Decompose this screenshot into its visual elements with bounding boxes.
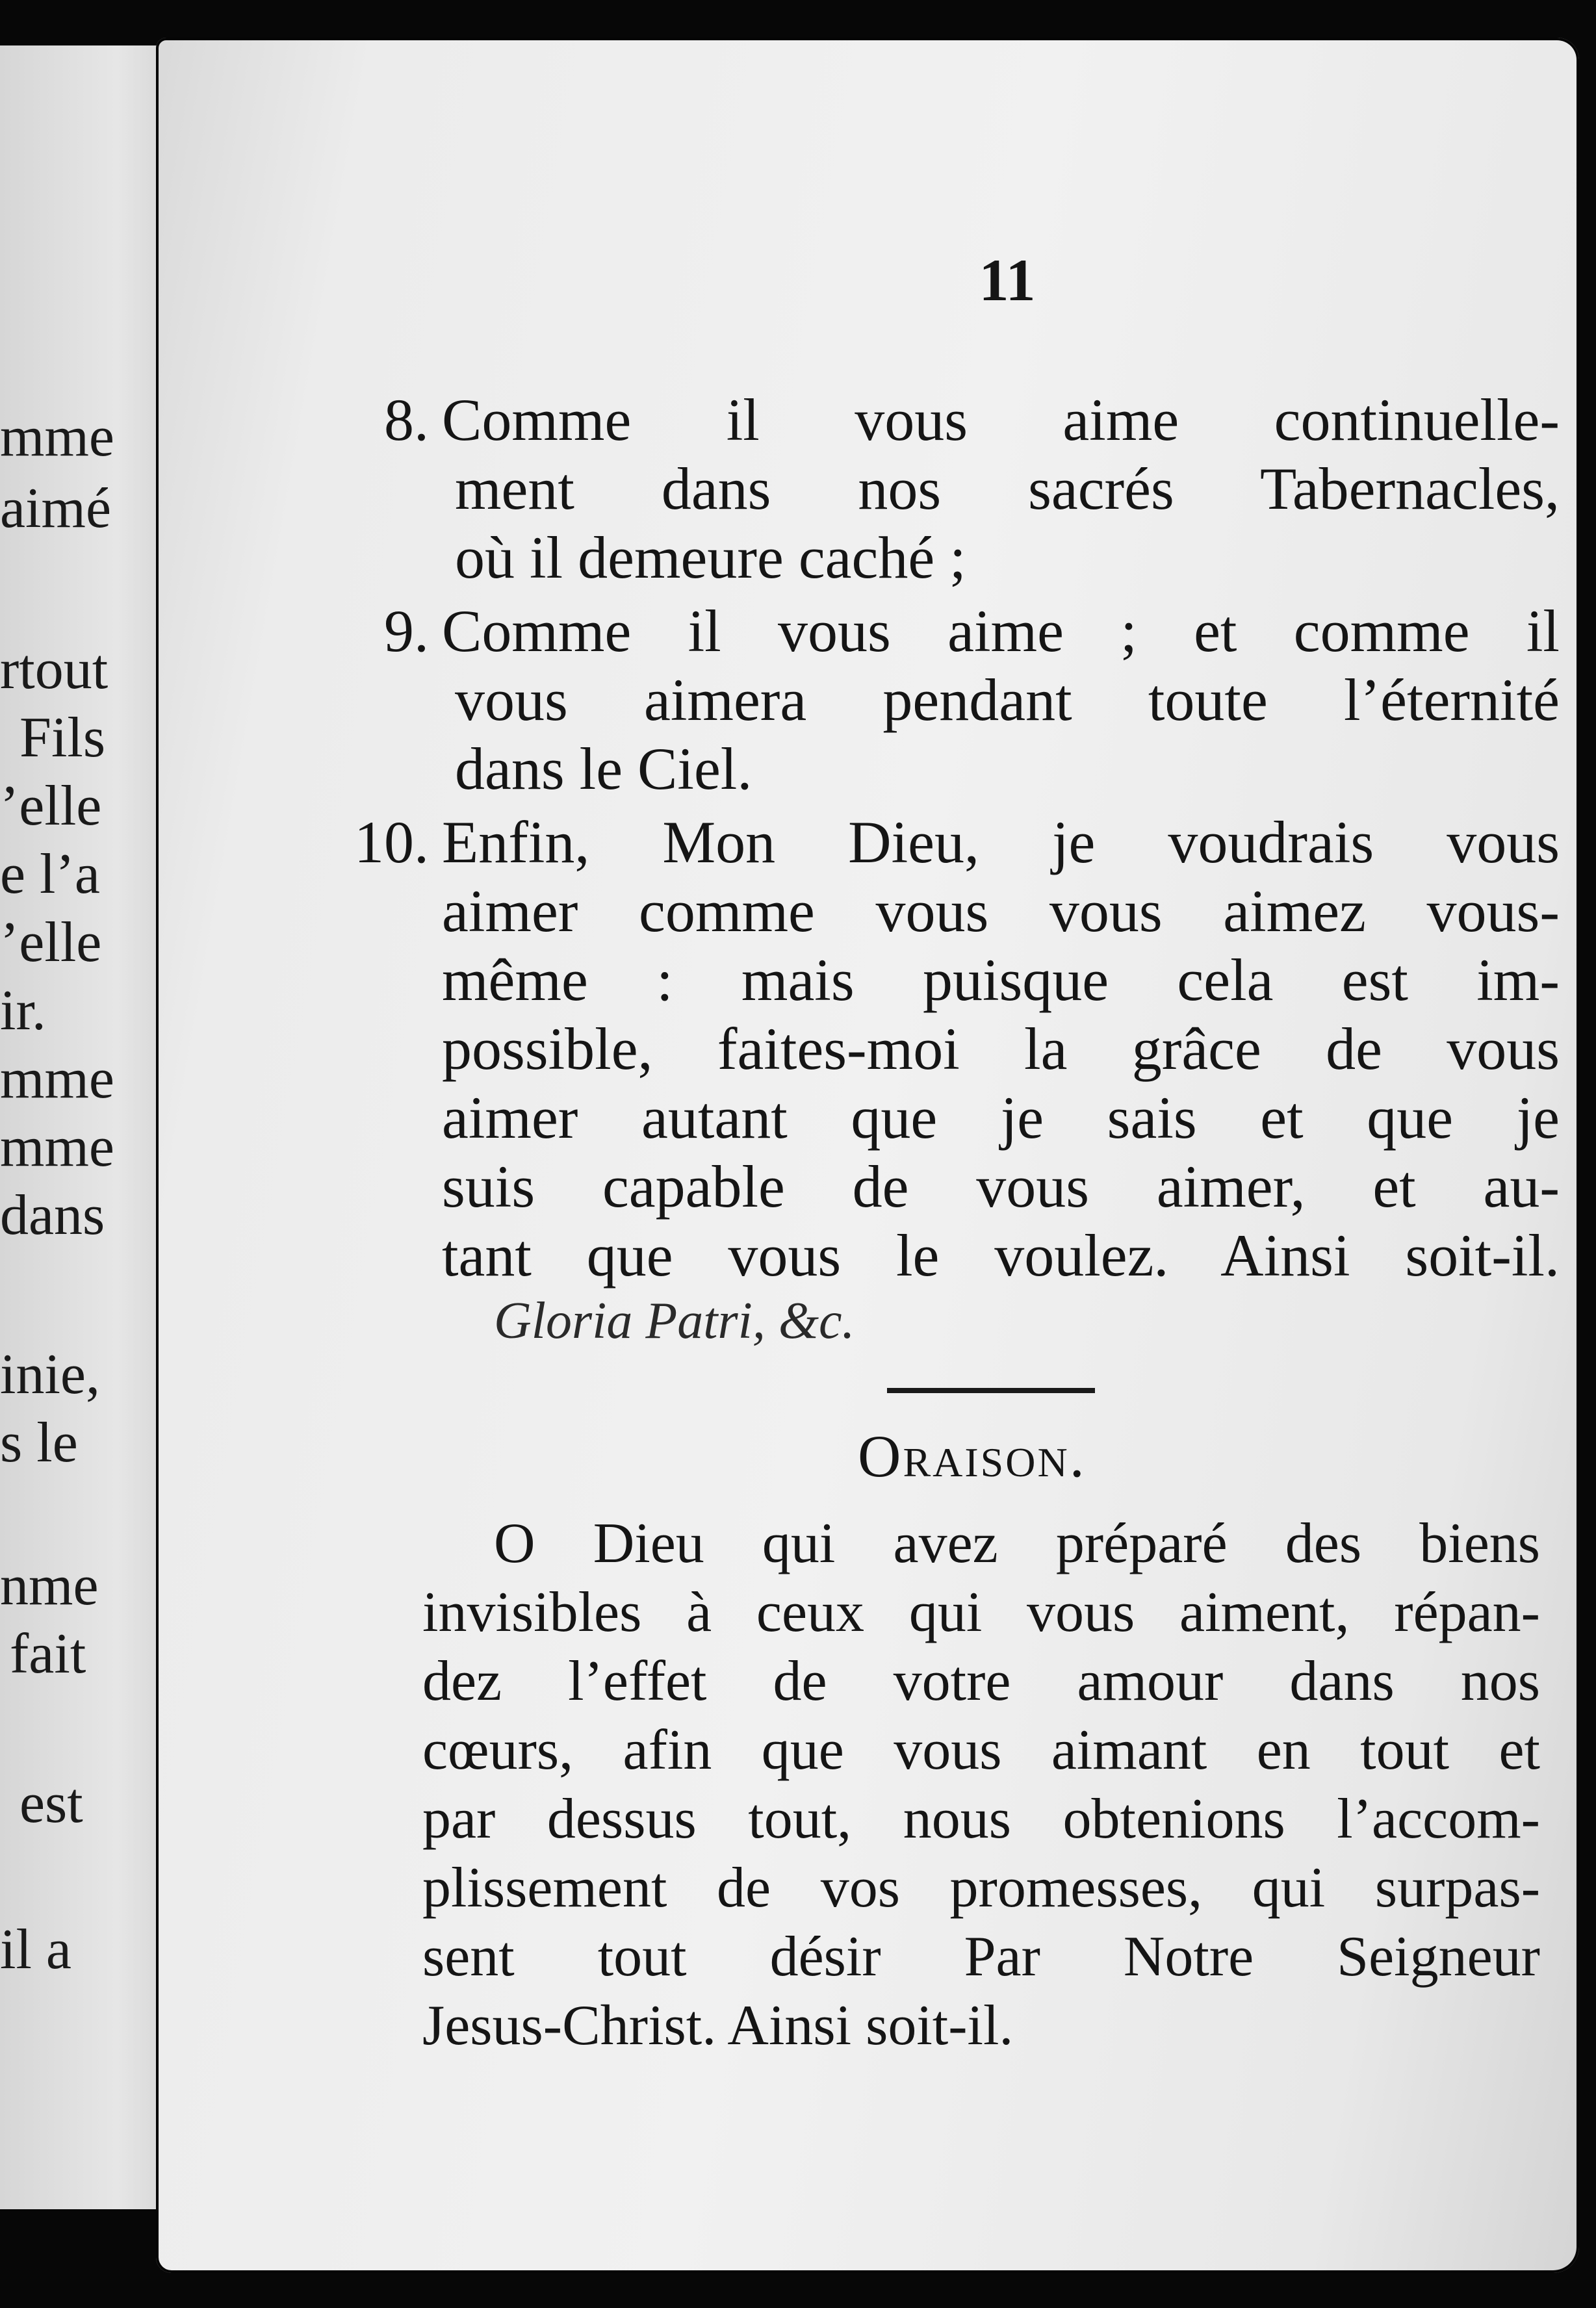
page-number: 11 (979, 247, 1036, 313)
text-line: possible, faites-moi la grâce de vous (442, 1016, 1560, 1082)
oraison-paragraph (422, 1509, 1540, 2060)
text-line: suis capable de vous aimer, et au- (442, 1153, 1560, 1220)
text-line: aimer autant que je sais et que je (442, 1084, 1560, 1151)
left-line: mme (0, 1047, 114, 1110)
text-line: Enfin, Mon Dieu, je voudrais vous (442, 809, 1560, 875)
left-line: inie, (0, 1343, 100, 1406)
section-rule (887, 1388, 1095, 1393)
left-line: mme (0, 1116, 114, 1179)
left-line: est (19, 1772, 83, 1835)
left-line: ’elle (0, 911, 102, 974)
text-line: par dessus tout, nous obtenions l’accom- (422, 1788, 1540, 1851)
text-line: Comme il vous aime ; et comme il (442, 598, 1560, 664)
text-line: vous aimera pendant toute l’éternité (455, 667, 1560, 733)
text-line: tant que vous le voulez. Ainsi soit-il. (442, 1222, 1560, 1289)
text-line: dans le Ciel. (455, 736, 753, 802)
text-line: où il demeure caché ; (455, 524, 966, 591)
text-line: cœurs, afin que vous aimant en tout et (422, 1719, 1540, 1782)
section-heading: Oraison. (858, 1423, 1087, 1489)
text-line: dez l’effet de votre amour dans nos (422, 1650, 1540, 1713)
left-line: ir. (0, 979, 46, 1042)
left-line: il a (0, 1918, 71, 1981)
text-line: Jesus-Christ. Ainsi soit-il. (422, 1994, 1014, 2057)
entry-number: 10. (354, 809, 429, 875)
left-line: nme (0, 1554, 99, 1617)
entry-number: 9. (384, 598, 429, 664)
left-line: rtout (0, 638, 109, 701)
left-line: aimé (0, 477, 112, 540)
text-line: sent tout désir Par Notre Seigneur (422, 1925, 1540, 1988)
left-line: mme (0, 405, 114, 468)
text-line: aimer comme vous vous aimez vous- (442, 878, 1560, 944)
text-line: O Dieu qui avez préparé des biens (494, 1512, 1540, 1575)
litany-entry (384, 596, 1560, 803)
text-line: plissement de vos promesses, qui surpas- (422, 1856, 1540, 1919)
litany-entry (354, 808, 1560, 1290)
text-line: même : mais puisque cela est im- (442, 947, 1560, 1013)
gloria-patri: Gloria Patri, &c. (494, 1292, 855, 1350)
left-line: dans (0, 1184, 105, 1247)
text-line: Comme il vous aime continuelle- (442, 387, 1560, 453)
entry-number: 8. (384, 387, 429, 453)
left-line: ’elle (0, 775, 102, 838)
left-line: e l’a (0, 843, 100, 906)
text-line: ment dans nos sacrés Tabernacles, (455, 455, 1560, 522)
text-line: invisibles à ceux qui vous aiment, répan- (422, 1581, 1540, 1644)
left-line: Fils (19, 706, 106, 769)
left-line: s le (0, 1411, 78, 1474)
book-page (156, 38, 1579, 2273)
litany-entry (384, 385, 1560, 592)
left-line: fait (10, 1622, 86, 1686)
